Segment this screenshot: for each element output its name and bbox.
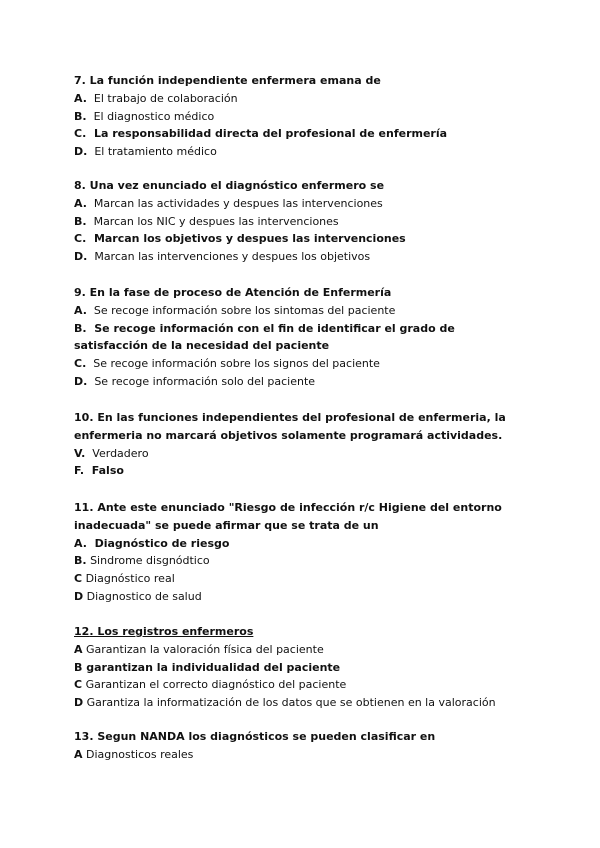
option-separator: . [83, 250, 88, 264]
option-letter: B [74, 660, 83, 674]
option-separator: . [82, 196, 87, 210]
option-letter: A [74, 91, 83, 105]
option-separator: . [82, 303, 87, 317]
question-11 [74, 499, 534, 606]
answer-option [74, 302, 534, 320]
option-text: Marcan las intervenciones y despues los objetivos [94, 250, 371, 264]
option-text: Se recoge información con el fin de identificar el grado de satisfacción de la necesidad del paciente [74, 321, 455, 353]
option-letter: D [74, 589, 84, 603]
option-letter: B [74, 109, 83, 123]
question-number: 8 [74, 179, 82, 192]
question-text: . La función independiente enfermera emana de [81, 74, 381, 87]
option-text: El diagnostico médico [93, 109, 215, 123]
answer-option [74, 570, 534, 588]
question-text: . En la fase de proceso de Atención de Enfermería [81, 286, 392, 299]
question-text: . Una vez enunciado el diagnóstico enfermero se [81, 179, 385, 192]
answer-option [74, 90, 534, 108]
option-letter: A [74, 196, 83, 210]
option-separator: . [79, 464, 85, 478]
answer-option [74, 552, 534, 570]
answer-option-correct [74, 320, 524, 356]
option-text: Marcan los NIC y despues las intervenciones [93, 214, 339, 228]
option-letter: D [74, 250, 84, 264]
question-stem [74, 623, 534, 641]
answer-option-correct [74, 230, 534, 248]
answer-option [74, 746, 534, 764]
question-number: 9 [74, 286, 82, 299]
option-separator: . [82, 357, 87, 371]
option-text: El tratamiento médico [94, 145, 217, 159]
option-separator: . [82, 232, 87, 246]
option-separator: . [83, 374, 88, 388]
option-letter: C [74, 357, 83, 371]
question-number: 12 [74, 625, 90, 638]
option-letter: B [74, 214, 83, 228]
option-separator: . [82, 214, 87, 228]
question-9 [74, 284, 534, 391]
option-separator: . [83, 145, 88, 159]
option-letter: A [74, 303, 83, 317]
option-text: Marcan las actividades y despues las intervenciones [93, 196, 383, 210]
question-8 [74, 177, 534, 266]
option-separator: . [82, 127, 87, 141]
option-text: Garantiza la informatización de los datos que se obtienen en la valoración [86, 696, 496, 710]
answer-option [74, 641, 534, 659]
option-text: Diagnostico de salud [86, 589, 202, 603]
option-text: Diagnosticos reales [86, 747, 194, 761]
option-separator: . [82, 91, 87, 105]
option-text: Se recoge información solo del paciente [94, 374, 316, 388]
question-number: 13 [74, 730, 90, 743]
option-text: La responsabilidad directa del profesional de enfermería [93, 127, 448, 141]
option-text: Se recoge información sobre los sintomas del paciente [93, 303, 396, 317]
question-stem [74, 72, 534, 90]
question-text: . Ante este enunciado "Riesgo de infección r/c Higiene del entorno inadecuada" se puede afirmar que se trata de un [74, 501, 502, 532]
option-text: Garantizan el correcto diagnóstico del paciente [85, 678, 347, 692]
option-text: Diagnóstico de riesgo [94, 536, 230, 550]
question-stem [74, 499, 524, 535]
option-letter: D [74, 374, 84, 388]
question-number: 7 [74, 74, 82, 87]
question-12 [74, 623, 534, 712]
question-7 [74, 72, 534, 161]
question-stem [74, 409, 524, 445]
option-separator: . [82, 321, 87, 335]
option-letter: C [74, 127, 83, 141]
question-13 [74, 728, 534, 764]
option-letter: C [74, 232, 83, 246]
option-separator: . [82, 109, 87, 123]
option-letter: B [74, 321, 83, 335]
answer-option [74, 248, 534, 266]
option-separator: . [82, 554, 87, 568]
answer-option [74, 694, 534, 712]
question-text: . Segun NANDA los diagnósticos se pueden clasificar en [89, 730, 436, 743]
option-text: Sindrome disgnódtico [90, 554, 210, 568]
answer-option-correct [74, 125, 534, 143]
option-text: Marcan los objetivos y despues las intervenciones [93, 232, 406, 246]
question-10 [74, 409, 534, 480]
question-number: 11 [74, 501, 90, 514]
question-stem [74, 284, 534, 302]
option-letter: F [74, 464, 80, 478]
question-text: . Los registros enfermeros [89, 625, 254, 638]
option-text: El trabajo de colaboración [93, 91, 238, 105]
question-text: . En las funciones independientes del profesional de enfermeria, la enfermeria no marcará objetivos solamente programará actividades. [74, 411, 506, 442]
option-separator: . [81, 446, 86, 460]
question-number: 10 [74, 411, 90, 424]
answer-option [74, 213, 534, 231]
option-text: Se recoge información sobre los signos del paciente [93, 357, 380, 371]
option-letter: V [74, 446, 82, 460]
answer-option [74, 445, 534, 463]
answer-option-correct [74, 462, 534, 480]
answer-option [74, 355, 534, 373]
option-text: Verdadero [92, 446, 149, 460]
option-letter: A [74, 536, 83, 550]
option-text: Diagnóstico real [85, 572, 175, 586]
option-letter: B [74, 554, 83, 568]
answer-option [74, 143, 534, 161]
option-text: garantizan la individualidad del paciente [86, 660, 341, 674]
answer-option [74, 108, 534, 126]
answer-option [74, 588, 534, 606]
option-letter: D [74, 696, 84, 710]
option-separator: . [82, 536, 87, 550]
answer-option-correct [74, 535, 534, 553]
option-text: Falso [91, 464, 124, 478]
option-letter: C [74, 572, 83, 586]
question-stem [74, 177, 534, 195]
answer-option-correct [74, 659, 534, 677]
answer-option [74, 195, 534, 213]
question-stem [74, 728, 534, 746]
answer-option [74, 676, 534, 694]
option-text: Garantizan la valoración física del paciente [86, 642, 324, 656]
option-letter: D [74, 145, 84, 159]
option-letter: C [74, 678, 83, 692]
option-letter: A [74, 642, 83, 656]
option-letter: A [74, 747, 83, 761]
answer-option [74, 373, 534, 391]
